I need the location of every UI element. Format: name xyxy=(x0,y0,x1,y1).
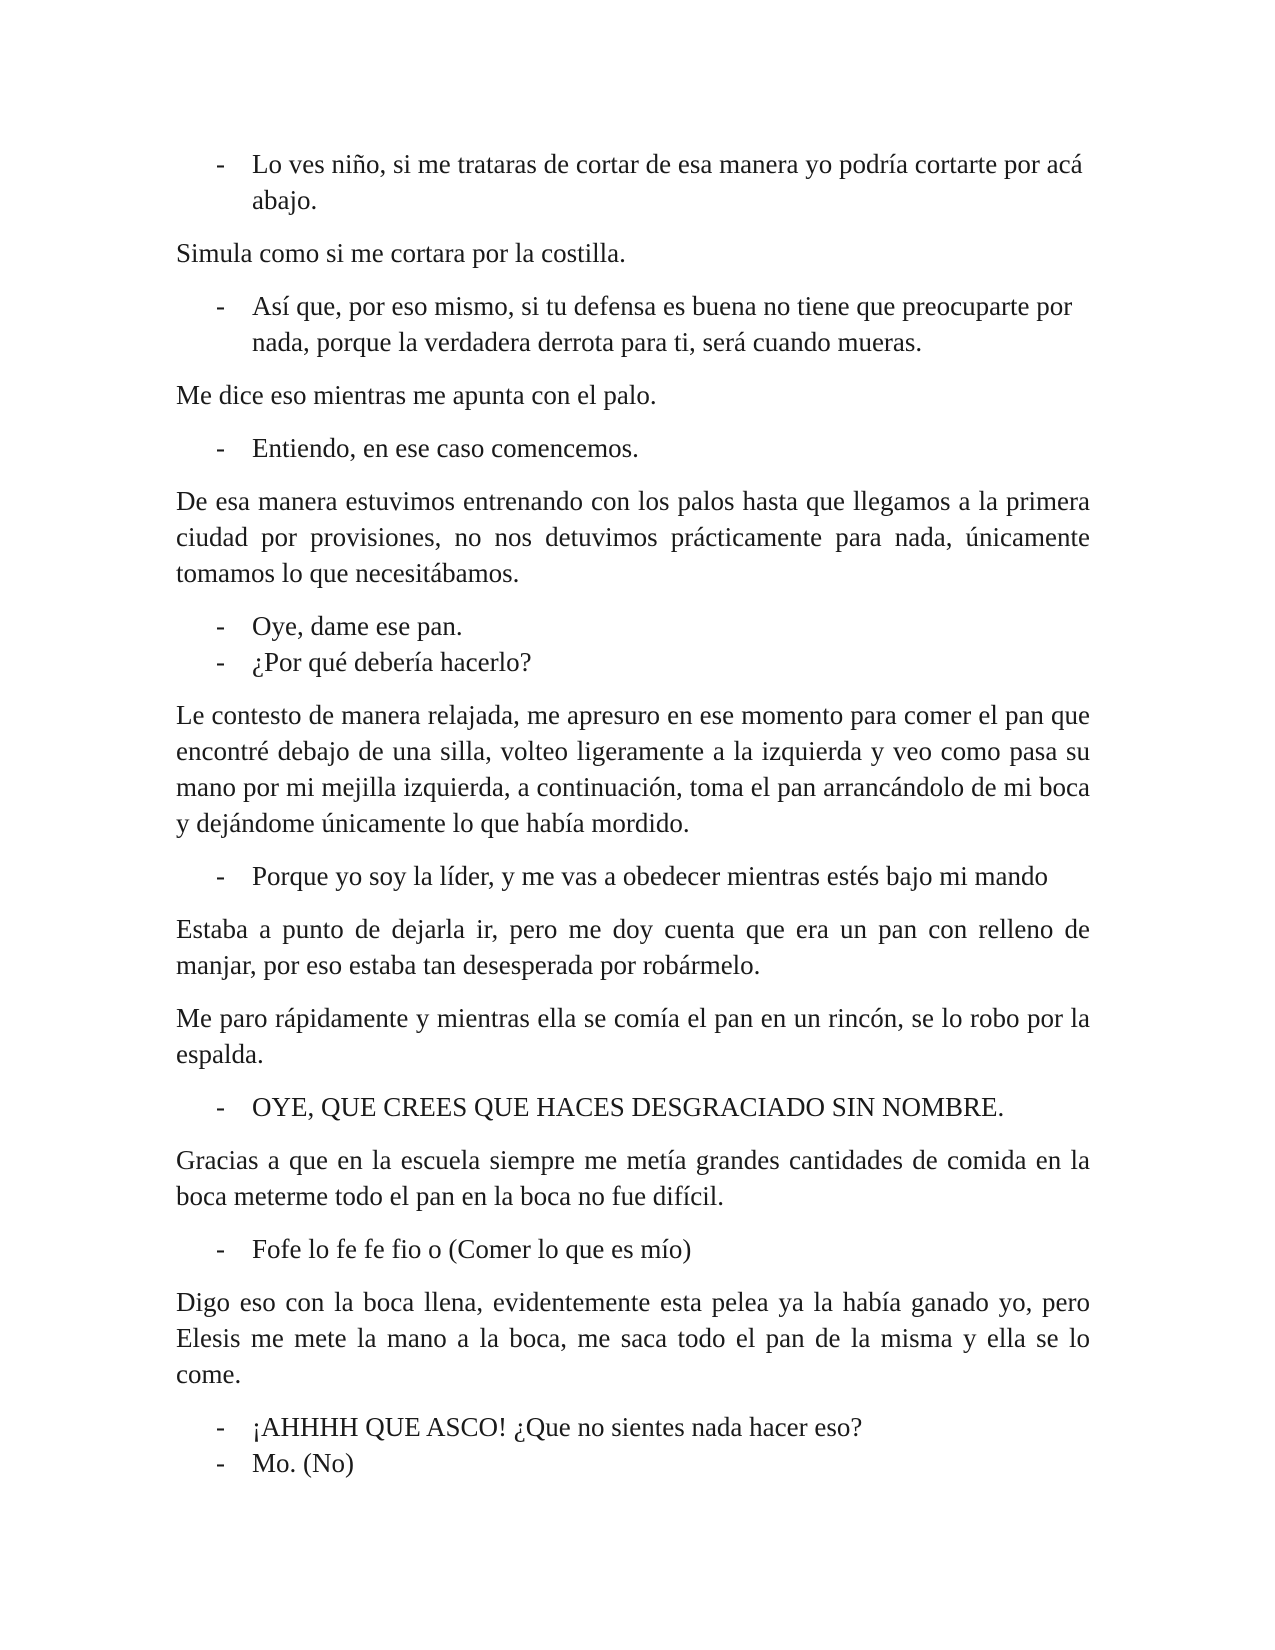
narration-paragraph: Estaba a punto de dejarla ir, pero me doy cuenta que era un pan con relleno de manjar, por eso estaba tan desesperada por robármelo. xyxy=(176,914,1090,980)
dialogue-line xyxy=(176,1409,1090,1445)
dialogue-block xyxy=(176,858,1090,894)
dialogue-dash: - xyxy=(216,1448,225,1478)
dialogue-dash: - xyxy=(216,1412,225,1442)
dialogue-dash: - xyxy=(216,291,225,321)
dialogue-line xyxy=(176,1231,1090,1267)
dialogue-text: Oye, dame ese pan. xyxy=(252,611,463,641)
dialogue-text: ¿Por qué debería hacerlo? xyxy=(252,647,532,677)
dialogue-block xyxy=(176,608,1090,680)
dialogue-line xyxy=(176,608,1090,644)
dialogue-dash: - xyxy=(216,647,225,677)
dialogue-text: OYE, QUE CREES QUE HACES DESGRACIADO SIN NOMBRE. xyxy=(252,1092,1005,1122)
narration-paragraph: Le contesto de manera relajada, me apresuro en ese momento para comer el pan que encontré debajo de una silla, volteo ligeramente a la izquierda y veo como pasa su mano por mi mejilla izquierda, a continuación, toma el pan arrancándolo de mi boca y dejándome únicamente lo que había mordido. xyxy=(176,700,1090,838)
dialogue-block xyxy=(176,430,1090,466)
dialogue-block xyxy=(176,1409,1090,1481)
dialogue-line xyxy=(176,430,1090,466)
dialogue-text: Así que, por eso mismo, si tu defensa es buena no tiene que preocuparte por nada, porque la verdadera derrota para ti, será cuando mueras. xyxy=(252,291,1073,357)
dialogue-block xyxy=(176,1089,1090,1125)
narration-paragraph: De esa manera estuvimos entrenando con los palos hasta que llegamos a la primera ciudad por provisiones, no nos detuvimos prácticamente para nada, únicamente tomamos lo que necesitábamos. xyxy=(176,486,1090,588)
dialogue-text: Entiendo, en ese caso comencemos. xyxy=(252,433,639,463)
dialogue-text: Lo ves niño, si me trataras de cortar de esa manera yo podría cortarte por acá abajo. xyxy=(252,149,1083,215)
narration-paragraph: Simula como si me cortara por la costilla. xyxy=(176,238,626,268)
narration-paragraph: Me dice eso mientras me apunta con el palo. xyxy=(176,380,657,410)
dialogue-dash: - xyxy=(216,861,225,891)
dialogue-text: Fofe lo fe fe fio o (Comer lo que es mío) xyxy=(252,1234,692,1264)
dialogue-line xyxy=(176,288,1090,360)
dialogue-text: Porque yo soy la líder, y me vas a obedecer mientras estés bajo mi mando xyxy=(252,861,1048,891)
narration-paragraph: Digo eso con la boca llena, evidentemente esta pelea ya la había ganado yo, pero Elesis me mete la mano a la boca, me saca todo el pan de la misma y ella se lo come. xyxy=(176,1287,1090,1389)
dialogue-dash: - xyxy=(216,149,225,179)
dialogue-line xyxy=(176,146,1090,218)
dialogue-dash: - xyxy=(216,1234,225,1264)
dialogue-dash: - xyxy=(216,1092,225,1122)
dialogue-block xyxy=(176,1231,1090,1267)
narration-paragraph: Gracias a que en la escuela siempre me metía grandes cantidades de comida en la boca meterme todo el pan en la boca no fue difícil. xyxy=(176,1145,1090,1211)
dialogue-line xyxy=(176,1445,1090,1481)
dialogue-line xyxy=(176,1089,1090,1125)
document-page xyxy=(176,146,1090,1498)
dialogue-dash: - xyxy=(216,433,225,463)
dialogue-text: Mo. (No) xyxy=(252,1448,354,1478)
dialogue-block xyxy=(176,146,1090,218)
dialogue-dash: - xyxy=(216,611,225,641)
dialogue-text: ¡AHHHH QUE ASCO! ¿Que no sientes nada hacer eso? xyxy=(252,1412,863,1442)
dialogue-line xyxy=(176,858,1090,894)
dialogue-line xyxy=(176,644,1090,680)
narration-paragraph: Me paro rápidamente y mientras ella se comía el pan en un rincón, se lo robo por la espalda. xyxy=(176,1003,1090,1069)
dialogue-block xyxy=(176,288,1090,360)
